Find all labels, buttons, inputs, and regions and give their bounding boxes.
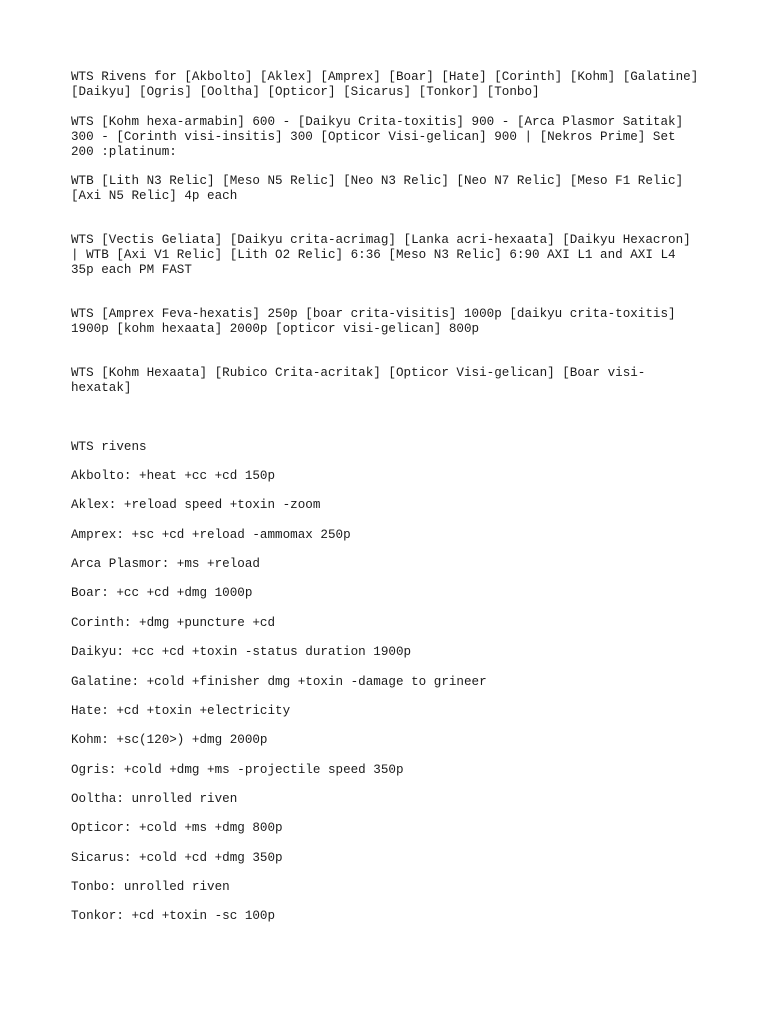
- post-3: [71, 174, 683, 204]
- riven-item-tonkor: Tonkor: +cd +toxin -sc 100p: [71, 909, 276, 923]
- post-4: [71, 233, 691, 277]
- post-5-line-2: 1900p [kohm hexaata] 2000p [opticor visi-gelican] 800p: [71, 321, 480, 336]
- rivens-header: WTS rivens: [71, 440, 147, 454]
- post-3-line-2: [Axi N5 Relic] 4p each: [71, 188, 238, 203]
- post-1-line-2: [Daikyu] [Ogris] [Ooltha] [Opticor] [Sicarus] [Tonkor] [Tonbo]: [71, 84, 540, 99]
- riven-item-ogris: Ogris: +cold +dmg +ms -projectile speed 350p: [71, 763, 404, 777]
- post-6: [71, 366, 645, 396]
- riven-item-amprex: Amprex: +sc +cd +reload -ammomax 250p: [71, 528, 351, 542]
- riven-item-akbolto: Akbolto: +heat +cc +cd 150p: [71, 469, 276, 483]
- riven-item-boar: Boar: +cc +cd +dmg 1000p: [71, 586, 253, 600]
- post-6-line-1: WTS [Kohm Hexaata] [Rubico Crita-acritak] [Opticor Visi-gelican] [Boar visi-: [71, 366, 646, 380]
- riven-item-tonbo: Tonbo: unrolled riven: [71, 880, 230, 894]
- riven-item-corinth: Corinth: +dmg +puncture +cd: [71, 616, 276, 630]
- riven-item-arca-plasmor: Arca Plasmor: +ms +reload: [71, 557, 260, 571]
- post-2-line-3: 200 :platinum:: [71, 144, 177, 159]
- post-4-line-1: WTS [Vectis Geliata] [Daikyu crita-acrimag] [Lanka acri-hexaata] [Daikyu Hexacron]: [71, 233, 691, 247]
- post-1-line-1: WTS Rivens for [Akbolto] [Aklex] [Amprex] [Boar] [Hate] [Corinth] [Kohm] [Galatine]: [71, 70, 699, 84]
- riven-item-galatine: Galatine: +cold +finisher dmg +toxin -damage to grineer: [71, 675, 487, 689]
- riven-item-opticor: Opticor: +cold +ms +dmg 800p: [71, 821, 283, 835]
- riven-item-kohm: Kohm: +sc(120>) +dmg 2000p: [71, 733, 268, 747]
- post-1: [71, 70, 698, 100]
- post-3-line-1: WTB [Lith N3 Relic] [Meso N5 Relic] [Neo N3 Relic] [Neo N7 Relic] [Meso F1 Relic]: [71, 174, 684, 188]
- riven-item-daikyu: Daikyu: +cc +cd +toxin -status duration 1900p: [71, 645, 412, 659]
- post-6-line-2: hexatak]: [71, 380, 132, 395]
- riven-item-ooltha: Ooltha: unrolled riven: [71, 792, 238, 806]
- post-4-line-3: 35p each PM FAST: [71, 262, 192, 277]
- post-2-line-2: 300 - [Corinth visi-insitis] 300 [Opticor Visi-gelican] 900 | [Nekros Prime] Set: [71, 129, 676, 144]
- post-4-line-2: | WTB [Axi V1 Relic] [Lith O2 Relic] 6:36 [Meso N3 Relic] 6:90 AXI L1 and AXI L4: [71, 247, 676, 262]
- riven-item-sicarus: Sicarus: +cold +cd +dmg 350p: [71, 851, 283, 865]
- riven-item-hate: Hate: +cd +toxin +electricity: [71, 704, 291, 718]
- riven-item-aklex: Aklex: +reload speed +toxin -zoom: [71, 498, 321, 512]
- post-5-line-1: WTS [Amprex Feva-hexatis] 250p [boar crita-visitis] 1000p [daikyu crita-toxitis]: [71, 307, 676, 321]
- post-2: [71, 115, 683, 159]
- post-2-line-1: WTS [Kohm hexa-armabin] 600 - [Daikyu Crita-toxitis] 900 - [Arca Plasmor Satitak]: [71, 115, 684, 129]
- post-5: [71, 307, 676, 337]
